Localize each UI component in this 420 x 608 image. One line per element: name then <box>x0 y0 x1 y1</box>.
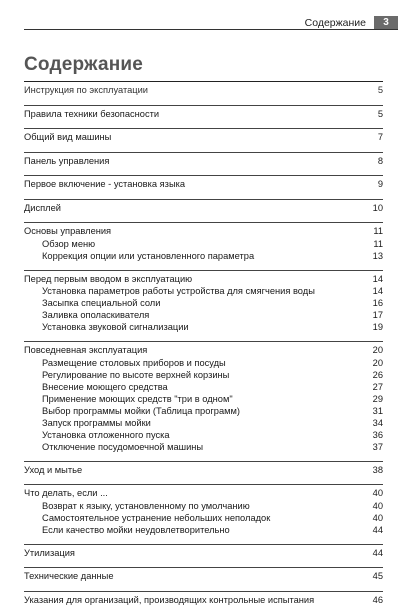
toc-entry-page: 10 <box>365 202 383 215</box>
toc-subentry[interactable] <box>24 441 383 453</box>
toc-subentry-page: 36 <box>365 429 383 441</box>
toc-subentry[interactable] <box>24 321 383 333</box>
toc-entry[interactable] <box>24 487 383 500</box>
toc-subentry-page: 40 <box>365 512 383 524</box>
toc-subentry[interactable] <box>24 357 383 369</box>
toc-entry-page: 7 <box>365 131 383 144</box>
toc-entry-page: 20 <box>365 344 383 357</box>
toc-entry-label: Технические данные <box>24 570 114 583</box>
toc-subentry-label: Запуск программы мойки <box>42 417 151 429</box>
toc-entry[interactable] <box>24 108 383 121</box>
toc-entry-label: Основы управления <box>24 225 111 238</box>
toc-subentry[interactable] <box>24 369 383 381</box>
page-title: Содержание <box>24 54 143 76</box>
toc-section <box>24 270 383 336</box>
toc-subentry-label: Засыпка специальной соли <box>42 297 160 309</box>
toc-subentry[interactable] <box>24 417 383 429</box>
toc-section <box>24 105 383 123</box>
toc-entry-label: Дисплей <box>24 202 61 215</box>
toc-section <box>24 199 383 217</box>
toc-subentry-page: 13 <box>365 250 383 262</box>
toc-subentry[interactable] <box>24 512 383 524</box>
toc-entry-label: Инструкция по эксплуатации <box>24 84 148 97</box>
toc-section <box>24 567 383 585</box>
table-of-contents <box>24 81 383 608</box>
toc-subentry-page: 14 <box>365 285 383 297</box>
toc-subentry-page: 26 <box>365 369 383 381</box>
toc-entry-label: Утилизация <box>24 547 75 560</box>
toc-subentry-page: 27 <box>365 381 383 393</box>
toc-subentry-label: Возврат к языку, установленному по умолчанию <box>42 500 250 512</box>
toc-subentry[interactable] <box>24 381 383 393</box>
toc-subentry-page: 17 <box>365 309 383 321</box>
toc-entry-page: 46 <box>365 594 383 607</box>
toc-entry-page: 5 <box>365 84 383 97</box>
toc-entry-label: Панель управления <box>24 155 109 168</box>
toc-entry-page: 5 <box>365 108 383 121</box>
toc-entry-page: 45 <box>365 570 383 583</box>
toc-section <box>24 591 383 608</box>
toc-entry[interactable] <box>24 273 383 286</box>
toc-entry-page: 38 <box>365 464 383 477</box>
toc-entry[interactable] <box>24 547 383 560</box>
toc-entry-label: Указания для организаций, производящих контрольные испытания <box>24 594 314 607</box>
toc-entry-page: 11 <box>365 225 383 238</box>
toc-subentry[interactable] <box>24 285 383 297</box>
toc-subentry-label: Регулирование по высоте верхней корзины <box>42 369 229 381</box>
toc-entry-label: Первое включение - установка языка <box>24 178 185 191</box>
toc-subentry-page: 16 <box>365 297 383 309</box>
toc-entry-label: Правила техники безопасности <box>24 108 159 121</box>
toc-subentry-label: Выбор программы мойки (Таблица программ) <box>42 405 240 417</box>
toc-subentry-page: 19 <box>365 321 383 333</box>
toc-subentry-page: 29 <box>365 393 383 405</box>
toc-entry-page: 40 <box>365 487 383 500</box>
toc-section <box>24 341 383 455</box>
toc-entry[interactable] <box>24 131 383 144</box>
header-title: Содержание <box>305 17 366 29</box>
toc-entry-label: Уход и мытье <box>24 464 82 477</box>
toc-subentry[interactable] <box>24 405 383 417</box>
toc-subentry[interactable] <box>24 429 383 441</box>
header-rule <box>24 29 398 30</box>
toc-subentry-label: Установка отложенного пуска <box>42 429 170 441</box>
toc-section <box>24 81 383 99</box>
toc-entry[interactable] <box>24 570 383 583</box>
toc-subentry-page: 11 <box>365 238 383 250</box>
running-header <box>305 16 398 30</box>
toc-subentry-label: Установка звуковой сигнализации <box>42 321 189 333</box>
toc-subentry-label: Если качество мойки неудовлетворительно <box>42 524 230 536</box>
toc-section <box>24 484 383 538</box>
toc-subentry-label: Установка параметров работы устройства для смягчения воды <box>42 285 315 297</box>
toc-entry-page: 14 <box>365 273 383 286</box>
toc-subentry[interactable] <box>24 309 383 321</box>
toc-subentry-label: Обзор меню <box>42 238 95 250</box>
toc-subentry-page: 44 <box>365 524 383 536</box>
toc-subentry-label: Внесение моющего средства <box>42 381 168 393</box>
toc-subentry-page: 37 <box>365 441 383 453</box>
toc-entry[interactable] <box>24 202 383 215</box>
toc-subentry[interactable] <box>24 500 383 512</box>
toc-subentry-page: 20 <box>365 357 383 369</box>
toc-subentry-label: Самостоятельное устранение небольших неполадок <box>42 512 270 524</box>
toc-section <box>24 222 383 264</box>
toc-subentry-label: Коррекция опции или установленного параметра <box>42 250 254 262</box>
toc-entry[interactable] <box>24 155 383 168</box>
toc-entry-page: 8 <box>365 155 383 168</box>
toc-subentry[interactable] <box>24 238 383 250</box>
toc-entry-page: 9 <box>365 178 383 191</box>
toc-entry[interactable] <box>24 225 383 238</box>
toc-subentry-page: 34 <box>365 417 383 429</box>
toc-subentry-page: 40 <box>365 500 383 512</box>
toc-subentry-label: Размещение столовых приборов и посуды <box>42 357 226 369</box>
toc-section <box>24 544 383 562</box>
toc-subentry[interactable] <box>24 250 383 262</box>
toc-entry[interactable] <box>24 594 383 607</box>
toc-subentry-label: Отключение посудомоечной машины <box>42 441 203 453</box>
toc-entry-label: Перед первым вводом в эксплуатацию <box>24 273 192 286</box>
toc-entry-label: Повседневная эксплуатация <box>24 344 147 357</box>
toc-subentry[interactable] <box>24 297 383 309</box>
toc-entry[interactable] <box>24 344 383 357</box>
toc-subentry-page: 31 <box>365 405 383 417</box>
toc-entry-label: Что делать, если ... <box>24 487 108 500</box>
toc-entry-label: Общий вид машины <box>24 131 111 144</box>
toc-section <box>24 461 383 479</box>
toc-entry-page: 44 <box>365 547 383 560</box>
toc-entry[interactable] <box>24 84 383 97</box>
toc-subentry[interactable] <box>24 524 383 536</box>
toc-section <box>24 152 383 170</box>
toc-subentry[interactable] <box>24 393 383 405</box>
page-number-badge: 3 <box>374 16 398 30</box>
toc-entry[interactable] <box>24 464 383 477</box>
toc-section <box>24 175 383 193</box>
toc-section <box>24 128 383 146</box>
toc-subentry-label: Заливка ополаскивателя <box>42 309 149 321</box>
toc-entry[interactable] <box>24 178 383 191</box>
toc-subentry-label: Применение моющих средств "три в одном" <box>42 393 233 405</box>
